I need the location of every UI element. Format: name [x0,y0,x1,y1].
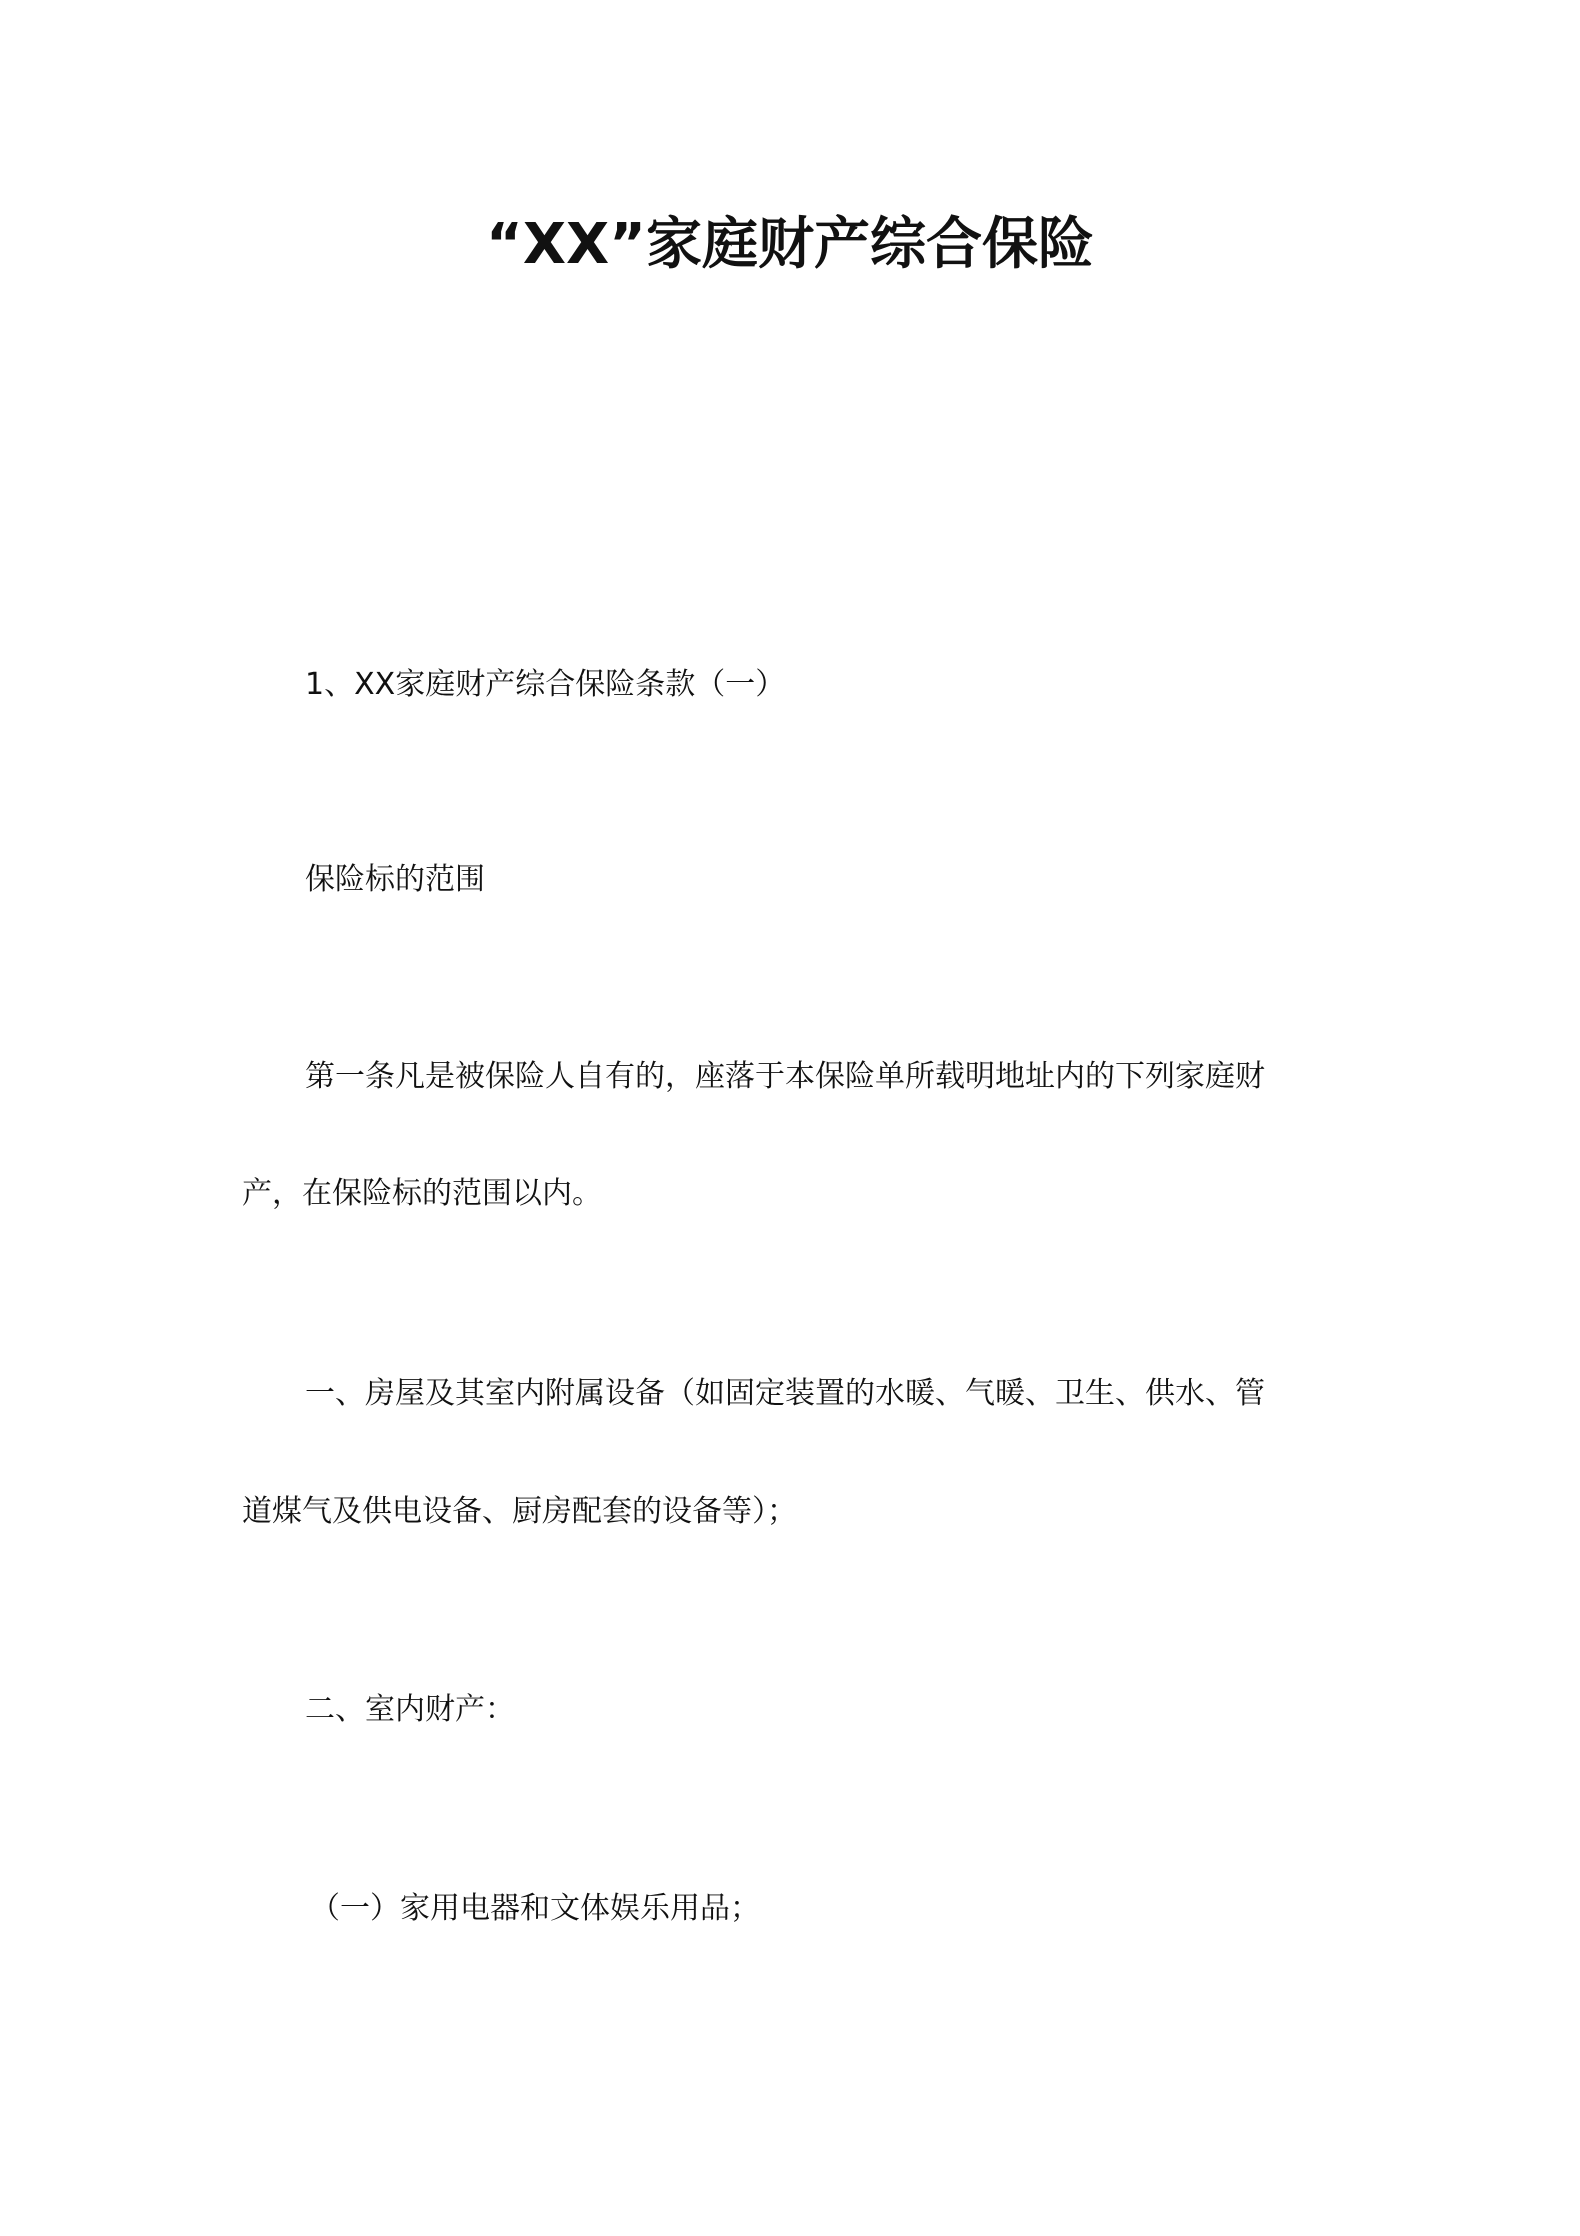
clause-heading: 1、XX家庭财产综合保险条款（一） [305,667,786,702]
item-2: 二、室内财产： [305,1692,515,1727]
item-2-sub-1: （一）家用电器和文体娱乐用品； [310,1891,760,1926]
item-1-line-1: 一、房屋及其室内附属设备（如固定装置的水暖、气暖、卫生、供水、管 [305,1376,1265,1411]
article-1-line-1: 第一条凡是被保险人自有的，座落于本保险单所载明地址内的下列家庭财 [305,1059,1265,1094]
item-1-line-2: 道煤气及供电设备、厨房配套的设备等）； [242,1494,797,1529]
article-1-line-2: 产，在保险标的范围以内。 [242,1176,602,1211]
document-title: “XX”家庭财产综合保险 [486,212,1094,277]
section-heading-scope: 保险标的范围 [305,862,485,897]
